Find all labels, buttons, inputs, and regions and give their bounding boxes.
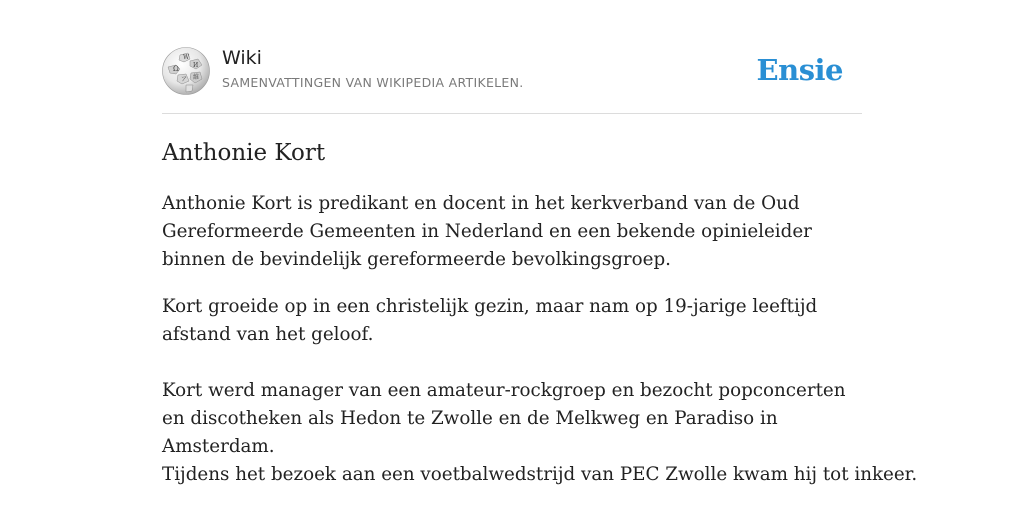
article-paragraph: Kort werd manager van een amateur-rockgroep en bezocht popconcerten en discotheken als Hedon te Zwolle en de Melkweg en Paradiso in Amsterdam.	[162, 380, 846, 457]
page-container	[162, 0, 918, 485]
svg-text:Ω: Ω	[173, 65, 179, 73]
svg-text:維: 維	[193, 74, 200, 81]
svg-text:И: И	[193, 62, 199, 69]
brand-title[interactable]: Wiki	[222, 47, 262, 69]
wikipedia-globe-icon[interactable]	[162, 47, 210, 95]
ensie-logo-link[interactable]: Ensie	[756, 53, 843, 87]
article-paragraph: Kort groeide op in een christelijk gezin, maar nam op 19-jarige leeftijd afstand van het geloof.	[162, 296, 818, 345]
article-paragraph: Anthonie Kort is predikant en docent in het kerkverband van de Oud Gereformeerde Gemeenten in Nederland en een bekende opinieleider binnen de bevindelijk gereformeerde bevolkingsgroep.	[162, 193, 812, 270]
article-paragraph: Tijdens het bezoek aan een voetbalwedstrijd van PEC Zwolle kwam hij tot inkeer.	[162, 464, 918, 485]
svg-text:ア: ア	[181, 76, 188, 83]
site-header	[162, 0, 862, 114]
article-title: Anthonie Kort	[162, 140, 326, 166]
brand-subtitle: SAMENVATTINGEN VAN WIKIPEDIA ARTIKELEN.	[222, 75, 524, 90]
svg-text:W: W	[183, 54, 190, 61]
